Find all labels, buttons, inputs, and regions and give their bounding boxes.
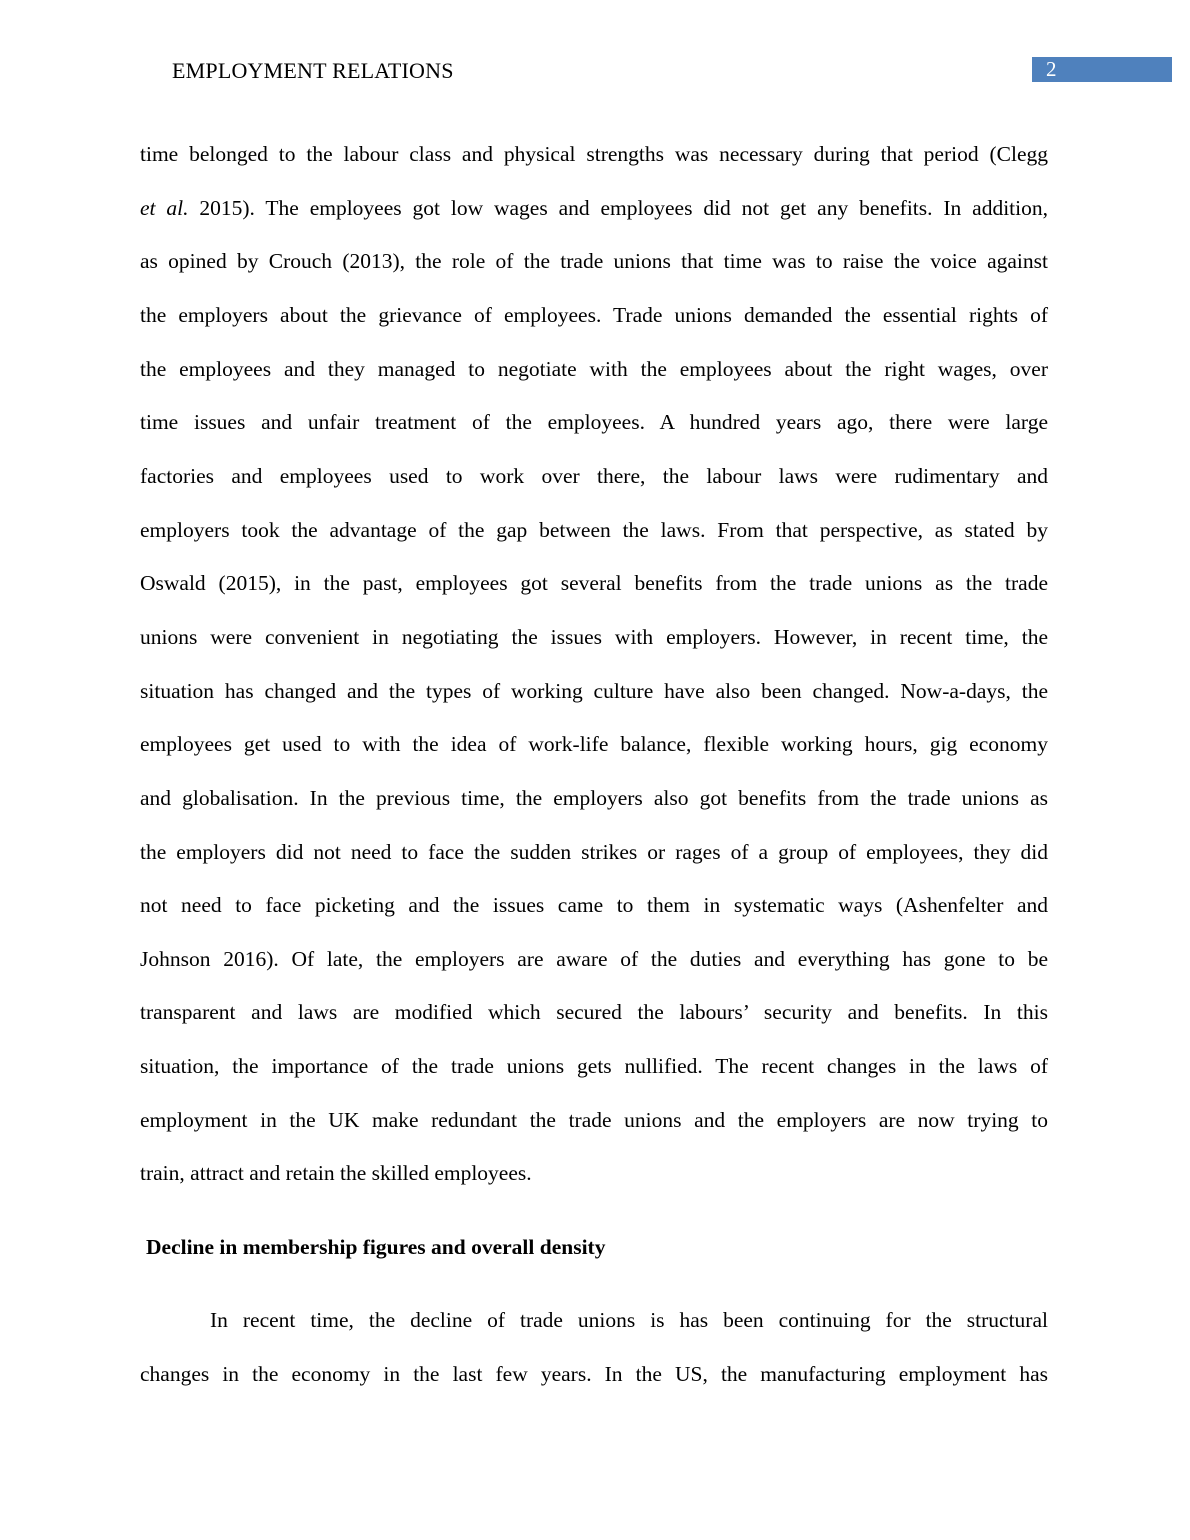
- paragraph-1-line: employers took the advantage of the gap between the laws. From that perspective, as stated by: [140, 518, 1048, 542]
- section-heading: Decline in membership figures and overall density: [146, 1235, 606, 1259]
- paragraph-1-line: and globalisation. In the previous time, the employers also got benefits from the trade unions as: [140, 786, 1048, 810]
- header-title: EMPLOYMENT RELATIONS: [172, 58, 454, 83]
- paragraph-1-line: not need to face picketing and the issues came to them in systematic ways (Ashenfelter and: [140, 893, 1048, 917]
- paragraph-1-line: train, attract and retain the skilled employees.: [140, 1161, 532, 1185]
- paragraph-1-line: Oswald (2015), in the past, employees got several benefits from the trade unions as the trade: [140, 571, 1048, 595]
- paragraph-1-line: transparent and laws are modified which secured the labours’ security and benefits. In this: [140, 1000, 1048, 1024]
- paragraph-1-line: the employers about the grievance of employees. Trade unions demanded the essential rights of: [140, 303, 1048, 327]
- paragraph-1-line: [140, 193, 1048, 223]
- paragraph-1-line: the employers did not need to face the sudden strikes or rages of a group of employees, they did: [140, 840, 1048, 864]
- paragraph-1-line: time belonged to the labour class and physical strengths was necessary during that period (Clegg: [140, 142, 1048, 166]
- page-number: 2: [1046, 57, 1057, 81]
- et-al-italic: et al.: [140, 196, 189, 220]
- paragraph-1-line: the employees and they managed to negotiate with the employees about the right wages, over: [140, 357, 1048, 381]
- page-number-box: [1032, 57, 1172, 82]
- paragraph-2-line: In recent time, the decline of trade unions is has been continuing for the structural: [210, 1308, 1048, 1332]
- paragraph-1-line: as opined by Crouch (2013), the role of the trade unions that time was to raise the voice against: [140, 249, 1048, 273]
- paragraph-1-line-text: 2015). The employees got low wages and employees did not get any benefits. In addition,: [199, 196, 1048, 220]
- paragraph-2-line: changes in the economy in the last few years. In the US, the manufacturing employment has: [140, 1362, 1048, 1386]
- paragraph-1-line: factories and employees used to work over there, the labour laws were rudimentary and: [140, 464, 1048, 488]
- paragraph-1-line: time issues and unfair treatment of the employees. A hundred years ago, there were large: [140, 410, 1048, 434]
- paragraph-1-line: unions were convenient in negotiating the issues with employers. However, in recent time, the: [140, 625, 1048, 649]
- paragraph-1-line: Johnson 2016). Of late, the employers are aware of the duties and everything has gone to be: [140, 947, 1048, 971]
- paragraph-1-line: employees get used to with the idea of work-life balance, flexible working hours, gig economy: [140, 732, 1048, 756]
- paragraph-1-line: situation, the importance of the trade unions gets nullified. The recent changes in the laws of: [140, 1054, 1048, 1078]
- paragraph-1-line: employment in the UK make redundant the trade unions and the employers are now trying to: [140, 1108, 1048, 1132]
- paragraph-1-line: situation has changed and the types of working culture have also been changed. Now-a-days, the: [140, 679, 1048, 703]
